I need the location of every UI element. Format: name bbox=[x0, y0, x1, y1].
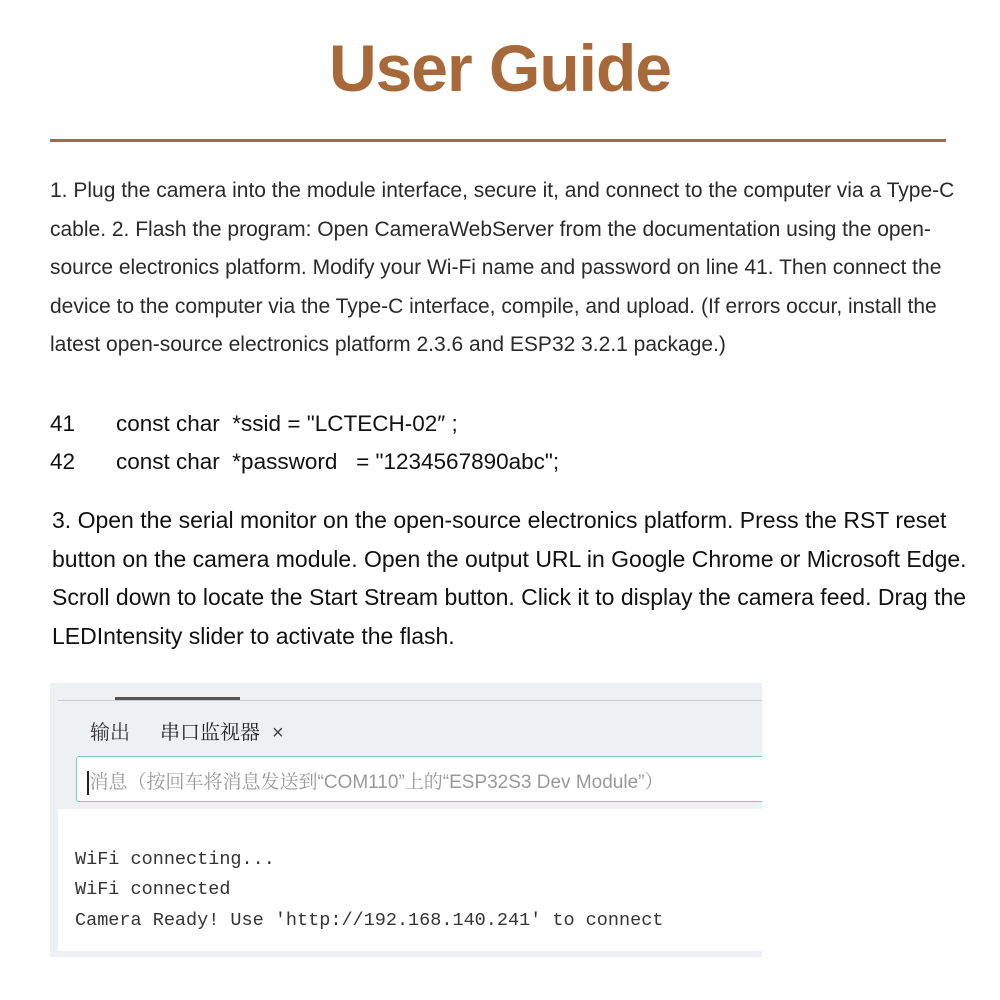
text-caret bbox=[87, 771, 89, 795]
scroll-indicator bbox=[115, 697, 240, 700]
code-line bbox=[50, 449, 559, 475]
code-line bbox=[50, 411, 458, 437]
serial-output bbox=[58, 809, 762, 951]
code-text: const char *password = "1234567890abc"; bbox=[116, 449, 560, 474]
editor-strip bbox=[58, 683, 762, 701]
close-icon[interactable]: × bbox=[272, 722, 284, 744]
instructions-step-1-2: 1. Plug the camera into the module interface, secure it, and connect to the computer via a Type-C cable. 2. Flash the program: Open CameraWebServer from the documentation using the open-source electronics platform. Modify your Wi-Fi name and password on line 41. Then connect the device to the computer via the Type-C interface, compile, and upload. (If errors occur, install the latest open-source electronics platform 2.3.6 and ESP32 3.2.1 package.) bbox=[50, 179, 955, 356]
panel-tabs bbox=[90, 716, 314, 745]
message-input[interactable] bbox=[76, 756, 762, 802]
output-line: WiFi connecting... bbox=[75, 849, 275, 870]
line-number: 42 bbox=[50, 449, 76, 474]
instructions-step-3: 3. Open the serial monitor on the open-source electronics platform. Press the RST reset button on the camera module. Open the output URL in Google Chrome or Microsoft Edge. Scroll down to locate the Start Stream button. Click it to display the camera feed. Drag the LEDIntensity slider to activate the flash. bbox=[52, 507, 967, 649]
title-divider bbox=[50, 139, 946, 142]
line-number: 41 bbox=[50, 411, 76, 436]
page-title: User Guide bbox=[328, 31, 672, 105]
output-line: Camera Ready! Use 'http://192.168.140.241' to connect bbox=[75, 910, 664, 931]
code-text: const char *ssid = "LCTECH-02″ ; bbox=[116, 411, 458, 436]
serial-monitor-screenshot bbox=[50, 683, 762, 957]
output-line: WiFi connected bbox=[75, 879, 231, 900]
tab-serial-monitor[interactable]: 串口监视器 bbox=[160, 722, 260, 744]
tab-output[interactable]: 输出 bbox=[90, 722, 130, 744]
message-placeholder: 消息（按回车将消息发送到“COM110”上的“ESP32S3 Dev Module”） bbox=[89, 772, 664, 793]
